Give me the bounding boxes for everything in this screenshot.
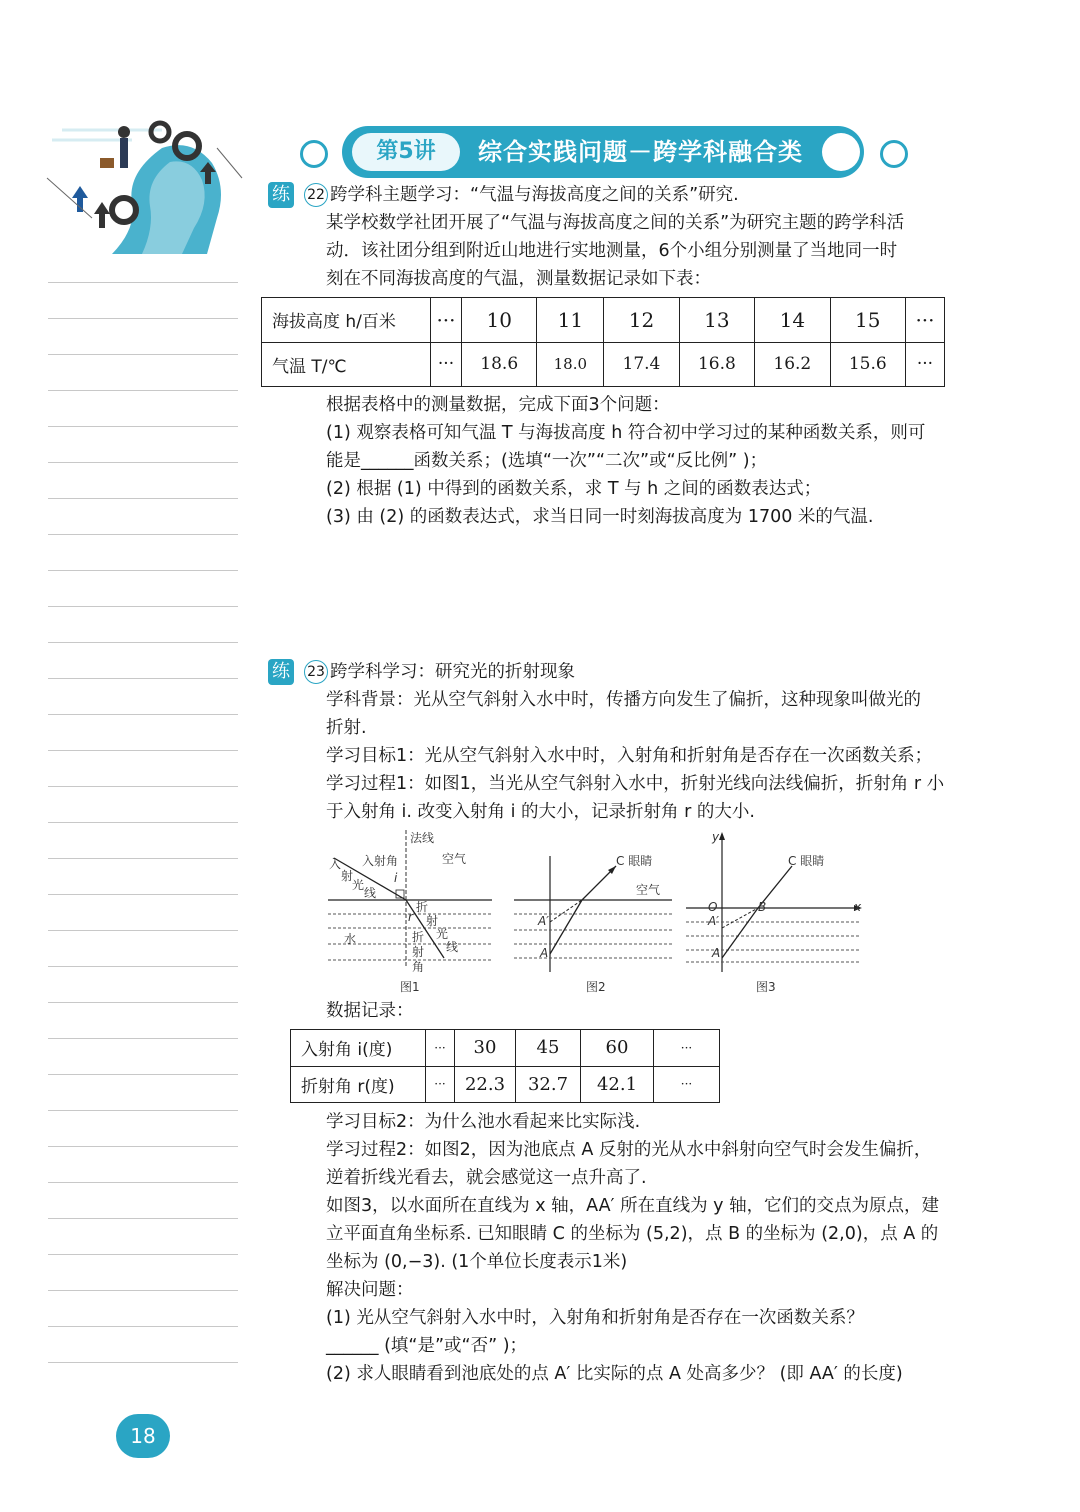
- header-inner-dot: [822, 133, 860, 171]
- q22-title: 跨学科主题学习：“气温与海拔高度之间的关系”研究.: [330, 185, 739, 205]
- q22-question-line: (1) 观察表格可知气温 T 与海拔高度 h 符合初中学习过的某种函数关系，则可: [326, 423, 926, 443]
- fig1-incident-ray-char: 入: [329, 857, 342, 871]
- table-cell: 15: [830, 298, 905, 343]
- q23-data-table: [290, 1029, 720, 1103]
- fig3-a-label: A: [712, 946, 721, 960]
- q23-text-line: 折射.: [326, 718, 367, 738]
- table-cell: 15.6: [830, 342, 905, 387]
- fig2-a-label: A: [540, 946, 549, 960]
- q23-text-line: 如图3，以水面所在直线为 x 轴，AA′ 所在直线为 y 轴，它们的交点为原点，建: [326, 1196, 940, 1216]
- q23-practice-tag: 练: [268, 659, 294, 685]
- q22-text-line: 刻在不同海拔高度的气温，测量数据记录如下表：: [326, 269, 711, 289]
- q23-text-line: 学科背景：光从空气斜射入水中时，传播方向发生了偏折，这种现象叫做光的: [326, 690, 921, 710]
- table-ellipsis: ···: [654, 1030, 720, 1067]
- table-ellipsis: ···: [431, 342, 462, 387]
- table-cell: 12: [604, 298, 679, 343]
- table-cell: 45: [516, 1030, 581, 1067]
- header-right-ring: [880, 140, 908, 168]
- q23-text-line: 学习过程1：如图1，当光从空气斜射入水中，折射光线向法线偏折，折射角 r 小: [326, 774, 945, 794]
- table-ellipsis: ···: [431, 298, 462, 343]
- table-cell: 16.8: [679, 342, 754, 387]
- q23-title: 跨学科学习：研究光的折射现象: [330, 662, 575, 682]
- table-cell: 22.3: [455, 1066, 516, 1103]
- q22-row-label-height: 海拔高度 h/百米: [262, 298, 431, 343]
- fig3-caption: 图3: [756, 980, 776, 994]
- q22-text-line: 某学校数学社团开展了“气温与海拔高度之间的关系”为研究主题的跨学科活: [326, 213, 905, 233]
- q23-row-label-incident: 入射角 i(度): [291, 1030, 426, 1067]
- q22-practice-tag: 练: [268, 182, 294, 208]
- thinking-head-illustration: [42, 118, 248, 254]
- table-cell: 32.7: [516, 1066, 581, 1103]
- fig1-r-label: r: [408, 910, 413, 924]
- q23-data-record-label: 数据记录：: [326, 1001, 414, 1021]
- q22-data-table: [261, 297, 945, 387]
- fig1-i-label: i: [394, 871, 398, 885]
- fig1-incident-ray-char: 光: [352, 878, 365, 892]
- q22-text-line: 动．该社团分组到附近山地进行实地测量，6个小组分别测量了当地同一时: [326, 241, 898, 261]
- q23-text-line: (1) 光从空气斜射入水中时，入射角和折射角是否存在一次函数关系？: [326, 1308, 864, 1328]
- q22-row-label-temp: 气温 T/℃: [262, 342, 431, 387]
- fig1-refracted-ray-char: 射: [426, 914, 439, 928]
- q22-question-line: 能是______函数关系；(选填“一次”“二次”或“反比例” )；: [326, 451, 768, 471]
- fig3-x-axis-label: x: [854, 900, 862, 914]
- table-cell: 18.6: [462, 342, 537, 387]
- fig3-eye-label: C 眼睛: [788, 854, 825, 868]
- q23-text-line: 解决问题：: [326, 1280, 414, 1300]
- fig1-refraction-angle-char: 角: [412, 960, 425, 974]
- figure-1-refraction: [326, 828, 496, 978]
- fig1-incident-ray-char: 射: [341, 869, 354, 883]
- table-ellipsis: ···: [426, 1066, 455, 1103]
- fig1-incident-ray-char: 线: [364, 886, 377, 900]
- table-cell: 11: [537, 298, 604, 343]
- table-ellipsis: ···: [905, 342, 944, 387]
- fig1-refracted-ray-char: 线: [446, 940, 459, 954]
- lecture-title: 综合实践问题－跨学科融合类: [478, 138, 803, 166]
- q23-text-line: 于入射角 i. 改变入射角 i 的大小，记录折射角 r 的大小.: [326, 802, 755, 822]
- q22-question-line: 根据表格中的测量数据，完成下面3个问题：: [326, 395, 670, 415]
- table-cell: 30: [455, 1030, 516, 1067]
- q23-text-line: 逆着折线光看去，就会感觉这一点升高了.: [326, 1168, 647, 1188]
- table-cell: 10: [462, 298, 537, 343]
- q22-question-line: (3) 由 (2) 的函数表达式，求当日同一时刻海拔高度为 1700 米的气温.: [326, 507, 874, 527]
- q23-text-line: 坐标为 (0,−3). (1个单位长度表示1米): [326, 1252, 628, 1272]
- fig3-origin-label: O: [708, 900, 718, 914]
- table-cell: 42.1: [581, 1066, 654, 1103]
- fig1-refraction-angle-char: 折: [412, 930, 425, 944]
- fig1-refracted-ray-char: 光: [436, 927, 449, 941]
- q23-text-line: ______ (填“是”或“否” )；: [326, 1336, 528, 1356]
- q23-row-label-refracted: 折射角 r(度): [291, 1066, 426, 1103]
- fig2-a-prime-label: A′: [538, 914, 549, 928]
- table-cell: 14: [755, 298, 830, 343]
- fig3-y-axis-label: y: [712, 830, 720, 844]
- q23-text-line: 学习过程2：如图2，因为池底点 A 反射的光从水中斜射向空气时会发生偏折，: [326, 1140, 932, 1160]
- fig3-b-label: B: [758, 900, 767, 914]
- header-left-ring: [300, 140, 328, 168]
- q23-text-line: 学习目标1：光从空气斜射入水中时，入射角和折射角是否存在一次函数关系；: [326, 746, 933, 766]
- table-cell: 18.0: [537, 342, 604, 387]
- fig1-incident-angle-label: 入射角: [362, 854, 399, 868]
- fig1-refracted-ray-char: 折: [416, 900, 429, 914]
- fig2-eye-label: C 眼睛: [616, 854, 653, 868]
- q23-text-line: 立平面直角坐标系. 已知眼睛 C 的坐标为 (5,2)，点 B 的坐标为 (2,0)，点 A 的: [326, 1224, 939, 1244]
- q22-question-line: (2) 根据 (1) 中得到的函数关系，求 T 与 h 之间的函数表达式；: [326, 479, 822, 499]
- table-cell: 60: [581, 1030, 654, 1067]
- fig1-air-label: 空气: [442, 852, 467, 866]
- fig3-a-prime-label: A′: [708, 914, 719, 928]
- q23-number: 23: [304, 660, 328, 684]
- fig1-refraction-angle-char: 射: [412, 945, 425, 959]
- fig2-air-label: 空气: [636, 883, 661, 897]
- table-ellipsis: ···: [654, 1066, 720, 1103]
- q22-number: 22: [304, 183, 328, 207]
- table-ellipsis: ···: [905, 298, 944, 343]
- fig1-normal-label: 法线: [410, 831, 435, 845]
- table-cell: 17.4: [604, 342, 679, 387]
- fig1-water-label: 水: [344, 932, 357, 946]
- fig2-caption: 图2: [586, 980, 606, 994]
- page-number: 18: [116, 1414, 170, 1458]
- fig1-caption: 图1: [400, 980, 420, 994]
- table-cell: 13: [679, 298, 754, 343]
- table-ellipsis: ···: [426, 1030, 455, 1067]
- table-cell: 16.2: [755, 342, 830, 387]
- q23-text-line: 学习目标2：为什么池水看起来比实际浅.: [326, 1112, 641, 1132]
- q23-text-line: (2) 求人眼睛看到池底处的点 A′ 比实际的点 A 处高多少？ (即 AA′ 的长度): [326, 1364, 903, 1384]
- lecture-badge: 第5讲: [352, 133, 460, 171]
